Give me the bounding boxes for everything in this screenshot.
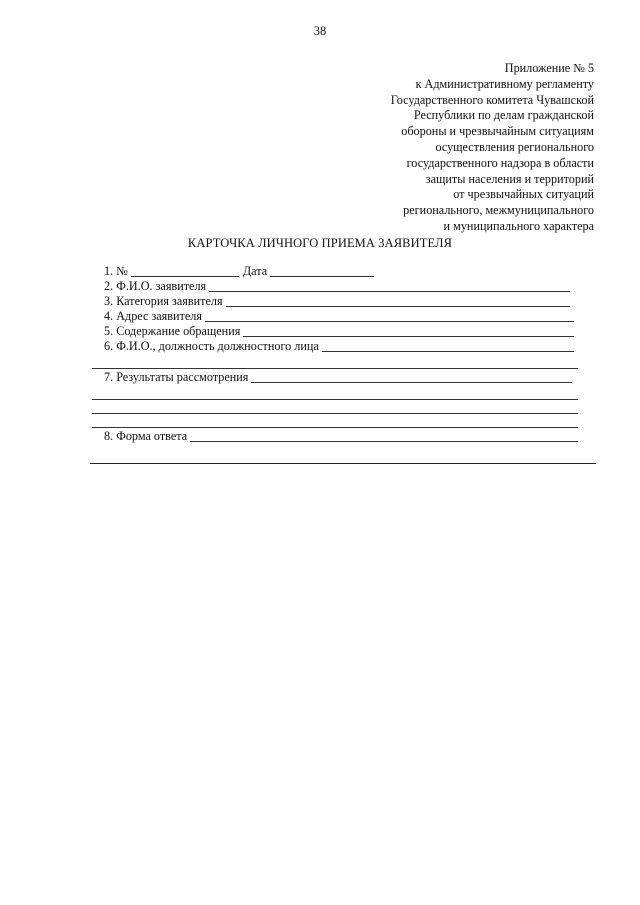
field-response-form-label: 8. Форма ответа [104, 429, 188, 443]
field-applicant-name-label: 2. Ф.И.О. заявителя [104, 279, 207, 293]
field-official-row [92, 339, 578, 354]
field-response-form-blank[interactable] [190, 430, 578, 442]
field-applicant-name-blank[interactable] [209, 280, 570, 292]
bottom-divider [90, 463, 596, 464]
field-applicant-name-row [92, 279, 578, 294]
field-date-blank[interactable] [270, 265, 374, 277]
field-number-label: 1. № [104, 264, 128, 278]
form-fields [92, 264, 578, 444]
blank-line[interactable] [92, 427, 578, 428]
field-content-label: 5. Содержание обращения [104, 324, 241, 338]
blank-line[interactable] [92, 368, 578, 369]
appendix-header [391, 61, 594, 235]
page-number: 38 [313, 24, 327, 38]
field-content-blank[interactable] [243, 325, 574, 337]
appendix-line: от чрезвычайных ситуаций [453, 187, 594, 202]
field-results-row [92, 370, 578, 385]
field-category-label: 3. Категория заявителя [104, 294, 223, 308]
field-content-row [92, 324, 578, 339]
field-results-blank[interactable] [251, 371, 572, 383]
appendix-line: осуществления регионального [435, 139, 594, 154]
appendix-line: защиты населения и территорий [425, 171, 594, 186]
appendix-line: и муниципального характера [443, 218, 594, 233]
field-number-date-row [92, 264, 578, 279]
appendix-line: Республики по делам гражданской [413, 108, 594, 123]
field-address-blank[interactable] [205, 310, 574, 322]
field-number-blank[interactable] [131, 265, 239, 277]
field-official-blank[interactable] [322, 340, 574, 352]
appendix-line: к Административному регламенту [415, 76, 594, 91]
field-address-row [92, 309, 578, 324]
field-category-row [92, 294, 578, 309]
form-title: КАРТОЧКА ЛИЧНОГО ПРИЕМА ЗАЯВИТЕЛЯ [187, 236, 453, 250]
field-address-label: 4. Адрес заявителя [104, 309, 202, 323]
field-category-blank[interactable] [226, 295, 570, 307]
appendix-line: регионального, межмуниципального [403, 203, 594, 218]
field-official-label: 6. Ф.И.О., должность должностного лица [104, 339, 319, 353]
field-results-label: 7. Результаты рассмотрения [104, 370, 249, 384]
appendix-line: Государственного комитета Чувашской [390, 92, 594, 107]
appendix-line: Приложение № 5 [504, 61, 594, 75]
field-date-label: Дата [242, 264, 268, 278]
appendix-line: государственного надзора в области [406, 155, 594, 170]
appendix-line: обороны и чрезвычайным ситуациям [401, 124, 594, 139]
field-response-form-row [92, 429, 578, 444]
